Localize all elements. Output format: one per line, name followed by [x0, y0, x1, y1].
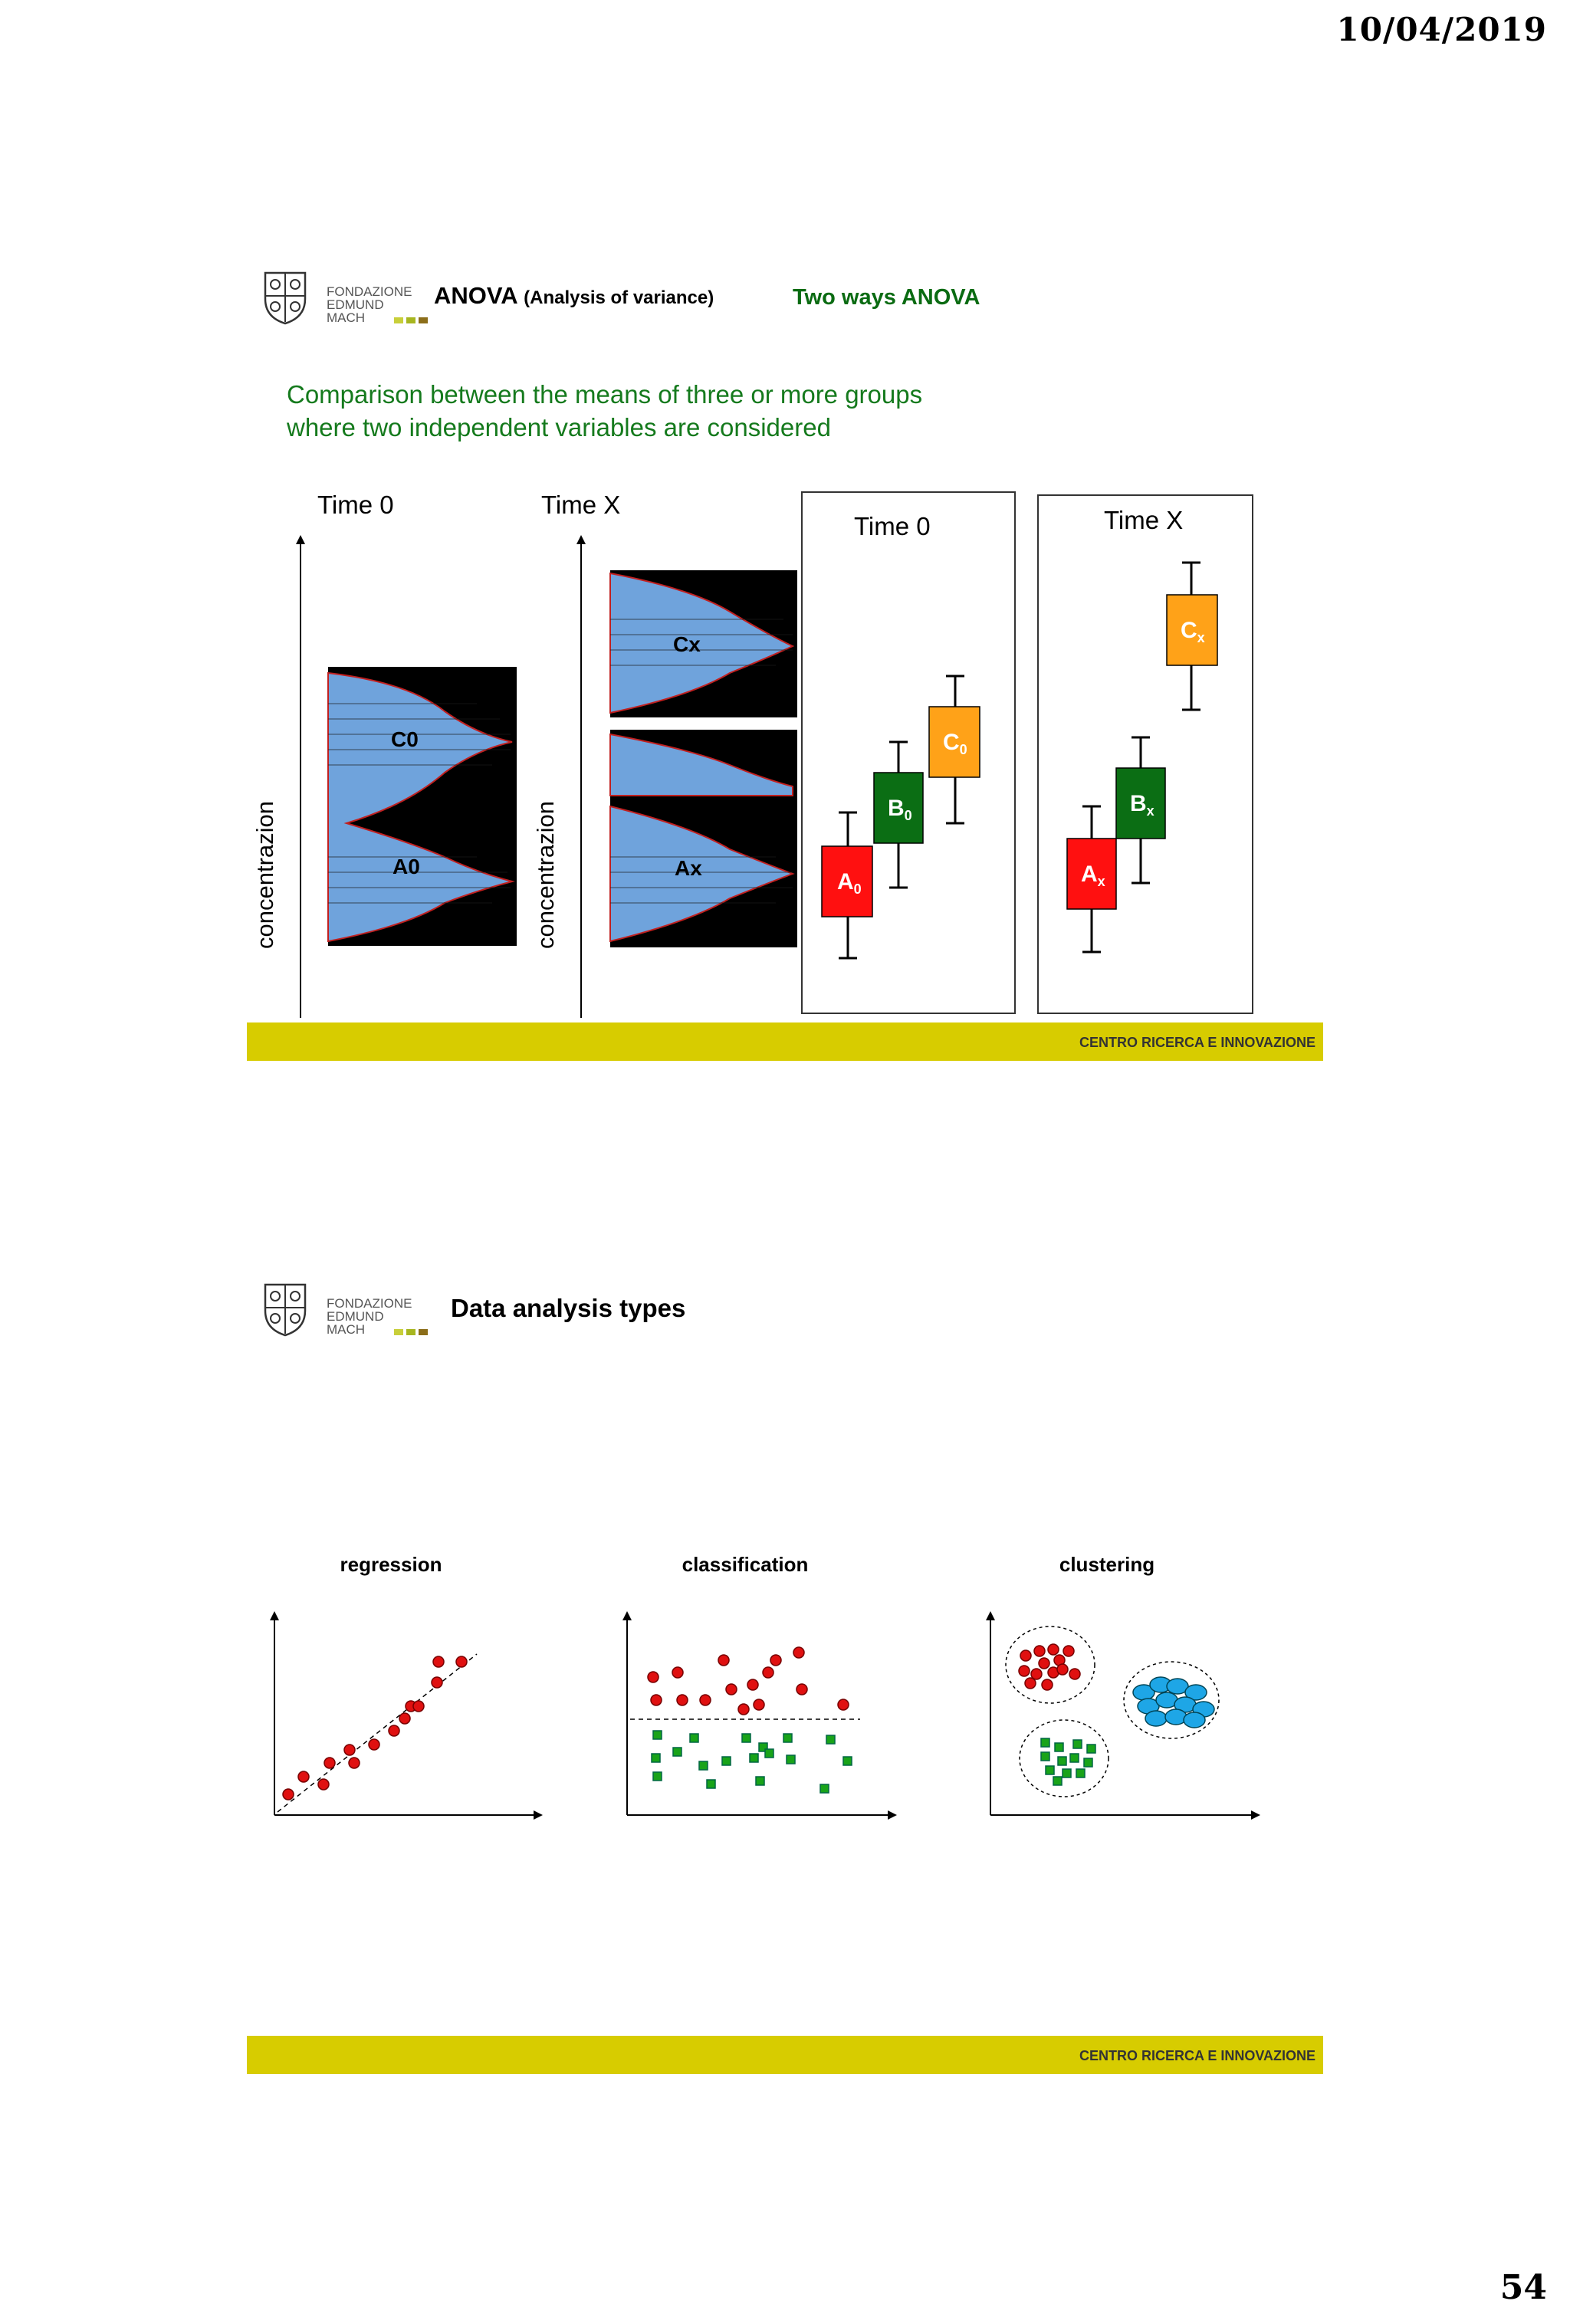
logo-line3: MACH — [327, 1322, 366, 1337]
footer-bar — [247, 1022, 1323, 1061]
time-label-right: Time X — [541, 491, 621, 519]
clustering-plot — [990, 1616, 1256, 1815]
logo-line1: FONDAZIONE — [327, 1296, 412, 1311]
footer-text: CENTRO RICERCA E INNOVAZIONE — [1079, 2048, 1315, 2063]
box-label-c0: $C_0$ — [943, 730, 967, 757]
page-number: 54 — [1499, 2268, 1547, 2307]
box-label-a0: $A_0$ — [837, 869, 862, 897]
logo-line2: EDMUND — [327, 297, 384, 312]
boxplot-timex — [1038, 495, 1253, 1013]
axis-label-left: concentrazion — [251, 800, 278, 949]
regression-plot — [274, 1616, 538, 1815]
slide-anova — [247, 259, 1323, 1064]
box-label-bx: $B_x$ — [1130, 791, 1155, 819]
boxplot-time-label: Time X — [1104, 506, 1184, 534]
boxplot-time0 — [802, 492, 1015, 1013]
classification-plot — [627, 1616, 892, 1815]
boxplot-time-label: Time 0 — [854, 512, 931, 540]
box-label-ax: $A_x$ — [1081, 862, 1105, 889]
analysis-figure — [247, 1271, 1323, 2037]
panel-title-regression: regression — [340, 1553, 442, 1576]
box-label-cx: $C_x$ — [1181, 618, 1205, 645]
group-label-a0: A0 — [392, 855, 420, 878]
panel-title-classification: classification — [682, 1553, 809, 1576]
histogram-timex — [610, 570, 797, 947]
slide-title-right: Two ways ANOVA — [793, 285, 980, 310]
logo-line1: FONDAZIONE — [327, 284, 412, 299]
footer-bar — [247, 2036, 1323, 2074]
title-paren: (Analysis of variance) — [524, 287, 714, 308]
box-label-b0: $B_0$ — [888, 796, 912, 823]
axis-label-right: concentrazion — [532, 800, 559, 949]
histogram-time0 — [328, 667, 517, 946]
title-main: ANOVA — [434, 282, 517, 309]
footer-text: CENTRO RICERCA E INNOVAZIONE — [1079, 1035, 1315, 1050]
logo-line3: MACH — [327, 310, 366, 325]
subtitle-line2: where two independent variables are considered — [287, 413, 831, 441]
page-date: 10/04/2019 — [1336, 11, 1547, 48]
slide-title: Data analysis types — [451, 1294, 686, 1322]
slide-data-analysis — [247, 1271, 1323, 2076]
logo-line2: EDMUND — [327, 1309, 384, 1324]
subtitle-line1: Comparison between the means of three or more groups — [287, 380, 923, 409]
group-label-ax: Ax — [675, 856, 702, 880]
group-label-cx: Cx — [673, 632, 701, 656]
anova-figure — [247, 259, 1323, 1026]
group-label-c0: C0 — [391, 727, 419, 751]
time-label-left: Time 0 — [317, 491, 394, 519]
panel-title-clustering: clustering — [1059, 1553, 1155, 1576]
